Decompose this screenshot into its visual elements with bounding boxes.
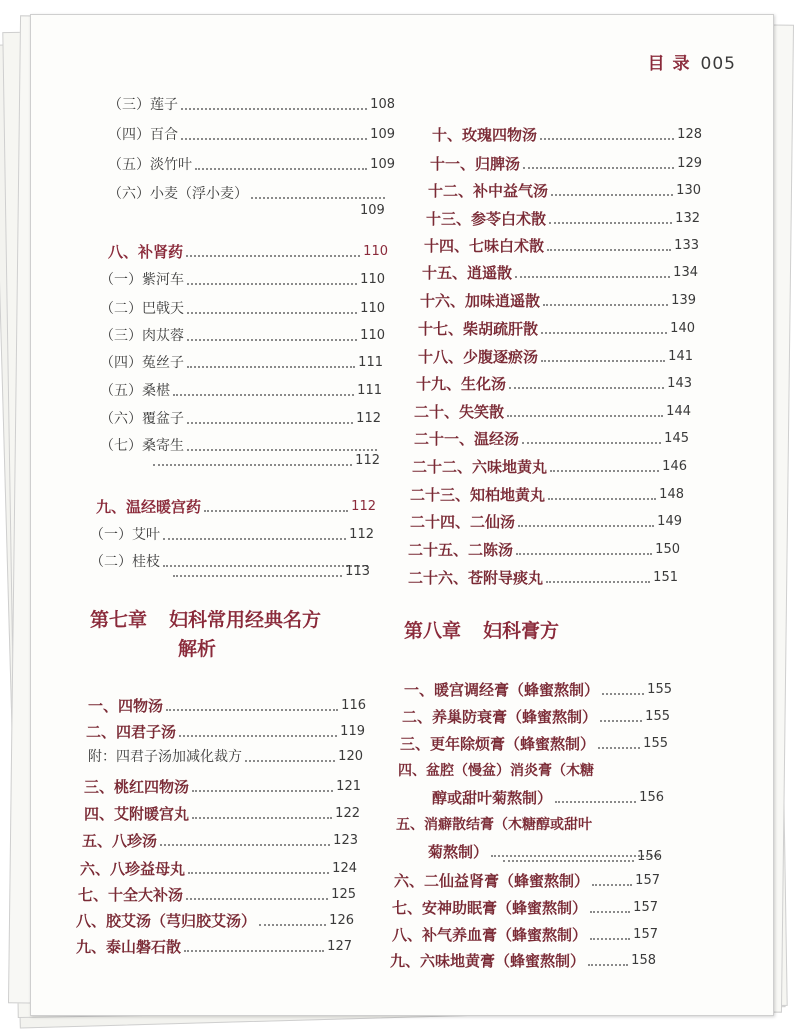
- toc-entry[interactable]: [90, 526, 374, 544]
- toc-entry-page: 112: [356, 411, 381, 426]
- toc-entry-page: 157: [633, 900, 658, 915]
- toc-leader: [598, 747, 640, 749]
- toc-entry[interactable]: [88, 697, 366, 715]
- toc-entry[interactable]: [392, 899, 658, 917]
- toc-entry[interactable]: [412, 458, 687, 476]
- toc-entry[interactable]: [84, 805, 360, 823]
- toc-leader: [518, 525, 654, 527]
- toc-entry-page: 109: [370, 157, 395, 172]
- toc-entry[interactable]: [416, 375, 692, 393]
- toc-leader: [547, 249, 671, 251]
- toc-entry-page: 108: [370, 97, 395, 112]
- toc-entry-page: 157: [633, 927, 658, 942]
- toc-leader: [192, 790, 333, 792]
- toc-entry-label: 附：四君子汤加减化裁方: [88, 749, 242, 765]
- toc-entry[interactable]: [394, 872, 660, 890]
- section-heading[interactable]: [96, 498, 376, 516]
- toc-entry-page: 121: [336, 779, 361, 794]
- section-heading-label: 九、温经暖宫药: [96, 498, 202, 516]
- toc-leader: [187, 366, 355, 368]
- toc-entry-label: 五、八珍汤: [82, 832, 158, 850]
- toc-entry[interactable]: [400, 735, 668, 753]
- toc-entry-label: 七、十全大补汤: [78, 886, 184, 904]
- toc-leader: [503, 860, 634, 862]
- toc-leader: [179, 735, 337, 737]
- toc-entry[interactable]: [430, 155, 702, 173]
- toc-entry-label: 九、六味地黄膏（蜂蜜熬制）: [390, 952, 586, 970]
- toc-entry-label: 七、安神助眠膏（蜂蜜熬制）: [392, 899, 588, 917]
- chapter-heading[interactable]: [404, 619, 559, 643]
- toc-entry-page: 120: [338, 749, 363, 764]
- toc-leader: [160, 844, 330, 846]
- toc-entry-label: （一）艾叶: [90, 527, 160, 543]
- toc-entry[interactable]: [86, 723, 365, 741]
- toc-leader: [602, 693, 644, 695]
- toc-entry-page: 148: [659, 487, 684, 502]
- toc-entry-label: 二十四、二仙汤: [410, 513, 516, 531]
- toc-entry[interactable]: [108, 185, 388, 203]
- toc-entry[interactable]: [408, 569, 678, 587]
- section-heading-page: 110: [363, 244, 388, 259]
- toc-entry-label: （六）小麦（浮小麦）: [108, 186, 248, 202]
- toc-leader: [188, 872, 329, 874]
- toc-leader: [551, 194, 673, 196]
- toc-entry[interactable]: [404, 681, 672, 699]
- toc-entry-page: 128: [677, 127, 702, 142]
- toc-entry-label: （四）菟丝子: [100, 355, 184, 371]
- toc-entry-label: 六、八珍益母丸: [80, 860, 186, 878]
- toc-leader: [173, 394, 354, 396]
- toc-entry-leader-row: [170, 563, 370, 581]
- toc-entry[interactable]: [100, 382, 382, 400]
- chapter-number: 第八章: [404, 620, 462, 642]
- toc-entry-page: 156: [637, 849, 662, 864]
- toc-entry-page: 149: [657, 514, 682, 529]
- toc-entry-page: 126: [329, 913, 354, 928]
- toc-leader: [541, 360, 665, 362]
- toc-leader: [187, 339, 357, 341]
- toc-leader: [509, 387, 664, 389]
- toc-leader: [251, 197, 385, 199]
- toc-entry-page: 123: [333, 833, 358, 848]
- toc-leader: [548, 498, 656, 500]
- page-header: [648, 49, 736, 74]
- chapter-title-continued: [178, 637, 216, 661]
- toc-leader: [245, 760, 335, 762]
- toc-leader: [555, 801, 636, 803]
- toc-leader: [515, 276, 670, 278]
- toc-entry[interactable]: [390, 952, 656, 970]
- toc-entry-label: 十五、逍遥散: [422, 264, 513, 282]
- toc-entry-label: 九、泰山磐石散: [76, 938, 182, 956]
- toc-entry[interactable]: [418, 348, 693, 366]
- toc-entry-label: 二十五、二陈汤: [408, 541, 514, 559]
- toc-leader: [549, 222, 672, 224]
- toc-entry[interactable]: [88, 748, 363, 766]
- toc-entry-page: 141: [668, 349, 693, 364]
- toc-entry-page: 124: [332, 861, 357, 876]
- toc-entry[interactable]: [82, 832, 358, 850]
- toc-leader: [590, 911, 630, 913]
- toc-entry-label: （六）覆盆子: [100, 411, 184, 427]
- section-heading[interactable]: [108, 243, 388, 261]
- chapter-title-line2: 解析: [178, 638, 217, 660]
- toc-entry-label: 十二、补中益气汤: [428, 182, 549, 200]
- toc-entry-label: 二十一、温经汤: [414, 430, 520, 448]
- toc-entry-page: 132: [675, 211, 700, 226]
- toc-leader: [543, 304, 668, 306]
- toc-entry[interactable]: [414, 403, 691, 421]
- toc-entry-label: 十一、归脾汤: [430, 155, 521, 173]
- toc-entry[interactable]: [108, 126, 395, 144]
- section-heading-page: 112: [351, 499, 376, 514]
- toc-entry-label: 十四、七味白术散: [424, 237, 545, 255]
- toc-entry-page: 140: [670, 321, 695, 336]
- toc-leader: [181, 108, 367, 110]
- toc-entry-page: 122: [335, 806, 360, 821]
- toc-entry[interactable]: [402, 708, 670, 726]
- toc-entry-page: 133: [674, 238, 699, 253]
- chapter-number: 第七章: [90, 609, 148, 631]
- chapter-title: 妇科常用经典名方: [169, 609, 322, 631]
- toc-entry-label: 四、盆腔（慢盆）消炎膏（木糖: [398, 763, 594, 779]
- toc-entry-label: （四）百合: [108, 127, 178, 143]
- toc-entry[interactable]: [100, 271, 385, 289]
- chapter-title: 妇科膏方: [483, 620, 560, 642]
- toc-entry-page: 145: [664, 431, 689, 446]
- toc-entry-label: （七）桑寄生: [100, 438, 184, 454]
- toc-entry-label: 八、胶艾汤（芎归胶艾汤）: [76, 912, 257, 930]
- toc-entry-page: 127: [327, 939, 352, 954]
- toc-entry-page: 112: [349, 527, 374, 542]
- toc-entry-page: 111: [357, 383, 382, 398]
- toc-leader: [181, 138, 367, 140]
- toc-entry-page: 156: [639, 790, 664, 805]
- toc-entry[interactable]: [424, 237, 699, 255]
- toc-entry[interactable]: [100, 327, 385, 345]
- toc-entry-label: 三、桃红四物汤: [84, 778, 190, 796]
- toc-entry-label: 一、四物汤: [88, 697, 164, 715]
- toc-leader: [550, 470, 659, 472]
- toc-entry-page: 150: [655, 542, 680, 557]
- toc-entry-page: 155: [645, 709, 670, 724]
- toc-entry-label: 四、艾附暖宫丸: [84, 805, 190, 823]
- toc-entry-leader-row: [500, 848, 662, 866]
- toc-entry-continuation: [432, 789, 664, 807]
- toc-entry-label: 十六、加味逍遥散: [420, 292, 541, 310]
- header-title: 目 录: [647, 54, 691, 74]
- toc-entry[interactable]: [414, 430, 689, 448]
- toc-entry-label: 二十二、六味地黄丸: [412, 458, 548, 476]
- toc-entry-label: （三）肉苁蓉: [100, 328, 184, 344]
- toc-entry-label-cont: 菊熬制）: [428, 843, 489, 861]
- toc-entry[interactable]: [100, 410, 381, 428]
- toc-entry[interactable]: [84, 778, 361, 796]
- toc-entry[interactable]: [410, 486, 684, 504]
- toc-entry-page: 158: [631, 953, 656, 968]
- toc-entry-page: 143: [667, 376, 692, 391]
- toc-entry-page: 112: [355, 453, 380, 468]
- toc-leader: [187, 283, 357, 285]
- toc-entry-label: （一）紫河车: [100, 272, 184, 288]
- toc-entry[interactable]: [76, 938, 352, 956]
- toc-entry-label: 一、暖宫调经膏（蜂蜜熬制）: [404, 681, 600, 699]
- toc-entry-multiline[interactable]: [398, 762, 594, 780]
- toc-entry-page: 155: [647, 682, 672, 697]
- chapter-heading[interactable]: [90, 608, 321, 632]
- toc-entry[interactable]: [428, 182, 701, 200]
- toc-leader: [546, 581, 650, 583]
- toc-leader: [153, 464, 352, 466]
- toc-entry-label: 六、二仙益肾膏（蜂蜜熬制）: [394, 872, 590, 890]
- toc-entry-page: 110: [360, 328, 385, 343]
- toc-entry[interactable]: [432, 126, 702, 144]
- toc-leader: [187, 449, 377, 451]
- toc-entry-label: 八、补气养血膏（蜂蜜熬制）: [392, 926, 588, 944]
- toc-leader: [592, 884, 632, 886]
- toc-entry-label: 十八、少腹逐瘀汤: [418, 348, 539, 366]
- toc-entry-page: 111: [358, 355, 383, 370]
- toc-entry-label: 三、更年除烦膏（蜂蜜熬制）: [400, 735, 596, 753]
- toc-entry-page-wrap: [360, 202, 395, 220]
- toc-leader: [166, 709, 338, 711]
- toc-leader: [187, 422, 353, 424]
- toc-entry-label: 十三、参苓白术散: [426, 210, 547, 228]
- toc-entry-page: 151: [653, 570, 678, 585]
- toc-leader: [522, 442, 661, 444]
- toc-leader: [523, 167, 674, 169]
- toc-entry-leader-row: [150, 452, 380, 470]
- toc-leader: [541, 332, 667, 334]
- toc-entry[interactable]: [408, 541, 680, 559]
- toc-leader: [600, 720, 642, 722]
- toc-leader: [195, 168, 367, 170]
- toc-entry-page: 109: [360, 203, 385, 218]
- toc-leader: [187, 312, 357, 314]
- toc-entry-page: 110: [360, 272, 385, 287]
- toc-entry[interactable]: [108, 156, 395, 174]
- toc-leader: [259, 924, 326, 926]
- toc-leader: [173, 575, 342, 577]
- toc-entry-label: 十、玫瑰四物汤: [432, 126, 538, 144]
- toc-entry-page: 129: [677, 156, 702, 171]
- section-heading-label: 八、补肾药: [108, 243, 184, 261]
- toc-entry[interactable]: [108, 96, 395, 114]
- toc-entry-page: 119: [340, 724, 365, 739]
- toc-entry[interactable]: [392, 926, 658, 944]
- toc-leader: [540, 138, 674, 140]
- toc-leader: [588, 964, 628, 966]
- toc-entry-label: 十九、生化汤: [416, 375, 507, 393]
- toc-entry-label: （二）巴戟天: [100, 301, 184, 317]
- toc-entry-label: （二）桂枝: [90, 554, 160, 570]
- toc-leader: [186, 255, 360, 257]
- toc-entry-label: （三）莲子: [108, 97, 178, 113]
- toc-entry-page: 125: [331, 887, 356, 902]
- toc-leader: [204, 510, 348, 512]
- toc-entry-page: 130: [676, 183, 701, 198]
- toc-entry-page: 157: [635, 873, 660, 888]
- toc-entry[interactable]: [422, 264, 698, 282]
- toc-leader: [163, 538, 346, 540]
- toc-entry-page: 146: [662, 459, 687, 474]
- toc-entry-label: 二十六、苍附导痰丸: [408, 569, 544, 587]
- toc-entry-multiline[interactable]: [396, 816, 592, 834]
- toc-entry[interactable]: [420, 292, 696, 310]
- toc-leader: [507, 415, 663, 417]
- toc-entry[interactable]: [78, 886, 356, 904]
- header-page-number: 005: [700, 54, 736, 74]
- toc-leader: [184, 950, 324, 952]
- toc-entry[interactable]: [426, 210, 700, 228]
- toc-entry-label: 二、养巢防衰膏（蜂蜜熬制）: [402, 708, 598, 726]
- toc-entry-page: 113: [345, 564, 370, 579]
- toc-entry[interactable]: [418, 320, 695, 338]
- toc-entry[interactable]: [100, 354, 383, 372]
- toc-entry-label: （五）淡竹叶: [108, 157, 192, 173]
- toc-entry-page: 155: [643, 736, 668, 751]
- toc-leader: [590, 938, 630, 940]
- toc-entry-label: 二十、失笑散: [414, 403, 505, 421]
- toc-entry-page: 116: [341, 698, 366, 713]
- toc-entry-page: 139: [671, 293, 696, 308]
- toc-entry-page: 144: [666, 404, 691, 419]
- toc-entry-page: 134: [673, 265, 698, 280]
- toc-entry-label: （五）桑椹: [100, 383, 170, 399]
- toc-entry-label: 二十三、知柏地黄丸: [410, 486, 546, 504]
- toc-entry-label-cont: 醇或甜叶菊熬制）: [432, 789, 553, 807]
- toc-entry[interactable]: [80, 860, 357, 878]
- toc-leader: [186, 898, 328, 900]
- toc-entry[interactable]: [410, 513, 682, 531]
- toc-entry-page: 109: [370, 127, 395, 142]
- toc-entry[interactable]: [100, 300, 385, 318]
- toc-entry[interactable]: [76, 912, 354, 930]
- toc-entry-label: 二、四君子汤: [86, 723, 177, 741]
- toc-entry-label: 五、消癖散结膏（木糖醇或甜叶: [396, 817, 592, 833]
- toc-entry-page: 110: [360, 301, 385, 316]
- toc-leader: [516, 553, 652, 555]
- toc-leader: [192, 817, 332, 819]
- toc-entry-label: 十七、柴胡疏肝散: [418, 320, 539, 338]
